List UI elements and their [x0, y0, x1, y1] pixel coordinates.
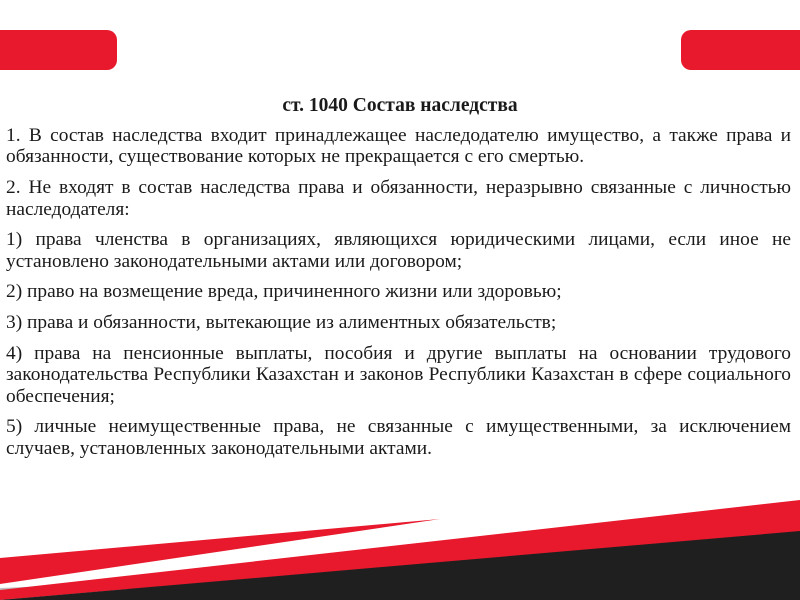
list-item-2: 2) право на возмещение вреда, причиненного жизни или здоровью; [6, 281, 562, 303]
paragraph-1: 1. В состав наследства входит принадлежащее наследодателю имущество, а также права и обязанности, существование которых не прекращается с его смертью. [6, 125, 791, 168]
paragraph-2: 2. Не входят в состав наследства права и обязанности, неразрывно связанные с личностью наследодателя: [6, 177, 791, 220]
list-item-3: 3) права и обязанности, вытекающие из алиментных обязательств; [6, 312, 557, 334]
slide-title: ст. 1040 Состав наследства [282, 95, 518, 116]
list-item-1: 1) права членства в организациях, являющихся юридическими лицами, если иное не установлено законодательными актами или договором; [6, 229, 791, 272]
list-item-4: 4) права на пенсионные выплаты, пособия и другие выплаты на основании трудового законодательства Республики Казахстан и законов Республики Казахстан в сфере социального обеспечения; [6, 342, 791, 407]
list-item-5: 5) личные неимущественные права, не связанные с имущественными, за исключением случаев, установленных законодательными актами. [6, 416, 791, 459]
